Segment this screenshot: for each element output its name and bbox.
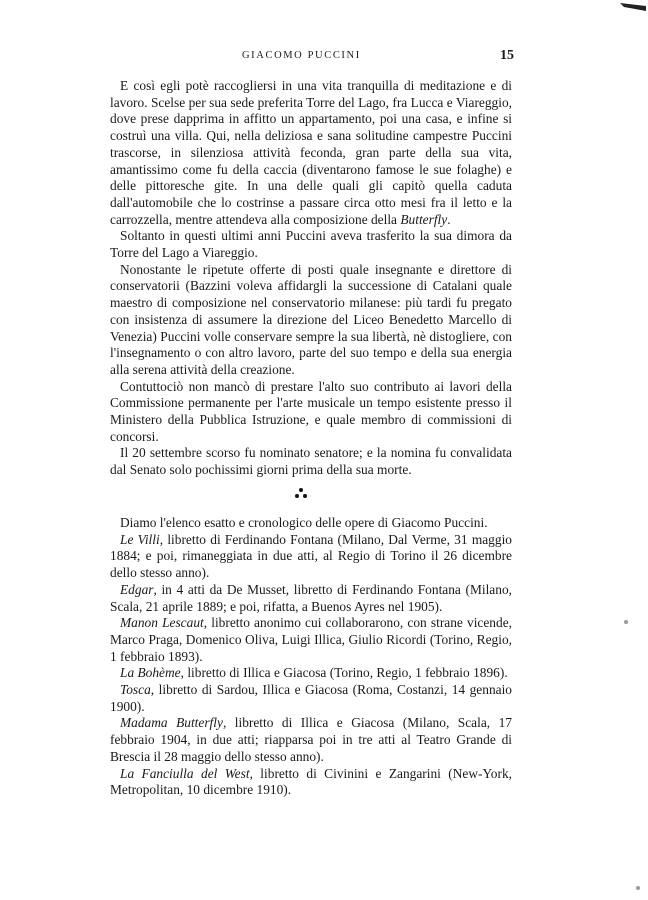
work-entry: [110, 766, 512, 799]
paragraph: Contuttociò non mancò di prestare l'alto suo contributo ai lavori della Commissione permanente per l'arte musicale un tempo esistente presso il Ministero della Pubblica Istruzione, e quale membro di commissioni di concorsi.: [110, 378, 512, 444]
biography-text: [110, 78, 512, 479]
work-title: Madama Butterfly: [120, 715, 223, 731]
page-number: 15: [500, 48, 514, 63]
page-edge-mark: [618, 0, 648, 14]
work-title: La Fanciulla del West: [120, 765, 250, 781]
italic-title: Butterfly: [400, 211, 448, 227]
work-title: Manon Lescaut: [120, 615, 204, 631]
work-entry: [110, 582, 512, 615]
work-details: , in 4 atti da De Musset, libretto di Ferdinando Fontana (Milano, Scala, 21 aprile 1889; e poi, rifatta, a Buenos Ayres nel 1905).: [110, 581, 512, 614]
paragraph: Il 20 settembre scorso fu nominato senatore; e la nomina fu convalidata dal Senato solo pochissimi giorni prima della sua morte.: [110, 445, 512, 478]
work-details: , libretto di Ferdinando Fontana (Milano, Dal Verme, 31 maggio 1884; e poi, rimaneggiata in due atti, al Regio di Torino il 26 dicembre dello stesso anno).: [110, 531, 512, 581]
paragraph: Soltanto in questi ultimi anni Puccini aveva trasferito la sua dimora da Torre del Lago a Viareggio.: [110, 228, 512, 261]
work-details: , libretto di Illica e Giacosa (Milano, Scala, 17 febbraio 1904, in due atti; riapparsa poi in tre atti al Teatro Grande di Brescia il 28 maggio dello stesso anno).: [110, 715, 512, 764]
three-dot-asterism-icon: [294, 487, 308, 499]
paragraph-text: E così egli potè raccogliersi in una vita tranquilla di meditazione e di lavoro. Scelse per sua sede preferita Torre del Lago, fra Lucca e Viareggio, dove prese dapprima in affitto un appartamento, poi una casa, e infine si costruì una villa. Qui, nella deliziosa e sana solitudine campestre Puccini trascorse, in silenziosa attività feconda, gran parte della sua vita, amantissimo come fu della caccia (diventarono famose le sue folaghe) e delle pittoresche gite. In una delle quali gli capitò quella caduta dall'automobile che lo costrinse a passare circa otto mesi fra il letto e la carrozzella, mentre attendeva alla composizione della Butterfly.: [110, 78, 512, 227]
works-entries: [110, 532, 512, 799]
work-entry: [110, 615, 512, 665]
work-details: , libretto di Civinini e Zangarini (New-York, Metropolitan, 10 dicembre 1910).: [110, 765, 512, 798]
paragraph: Nonostante le ripetute offerte di posti quale insegnante e direttore di conservatorii (Bazzini voleva affidargli la successione di Catalani quale maestro di composizione nel conservatorio milanese: più tardi fu pregato con insistenza di assumere la direzione del Liceo Benedetto Marcello di Venezia) Puccini volle conservare sempre la sua libertà, nè distogliere, con l'insegnamento o con altro lavoro, parte del suo tempo e della sua energia alla serena attività della creazione.: [110, 261, 512, 377]
work-details: , libretto di Sardou, Illica e Giacosa (Roma, Costanzi, 14 gennaio 1900).: [110, 682, 512, 714]
work-title: Le Villi: [120, 531, 160, 547]
work-title: Edgar: [120, 581, 154, 597]
work-entry: [110, 715, 512, 765]
work-details: , libretto di Illica e Giacosa (Torino, Regio, 1 febbraio 1896).: [180, 665, 508, 681]
section-divider: [285, 487, 317, 501]
page-header: [112, 50, 514, 68]
work-entry: [110, 682, 512, 715]
works-list: [110, 515, 512, 799]
paragraph: [110, 78, 512, 228]
paper-speck: [624, 620, 628, 624]
work-title: Tosca: [120, 682, 151, 698]
works-intro: Diamo l'elenco esatto e cronologico delle opere di Giacomo Puccini.: [120, 515, 488, 530]
work-entry: [110, 665, 512, 682]
work-entry: [110, 532, 512, 582]
running-head: GIACOMO PUCCINI: [242, 50, 361, 61]
paper-speck: [636, 886, 640, 890]
work-title: La Bohème: [120, 665, 181, 681]
work-details: , libretto anonimo cui collaborarono, con strane vicende, Marco Praga, Domenico Oliva, Luigi Illica, Giulio Ricordi (Torino, Regio, 1 febbraio 1893).: [110, 615, 512, 664]
